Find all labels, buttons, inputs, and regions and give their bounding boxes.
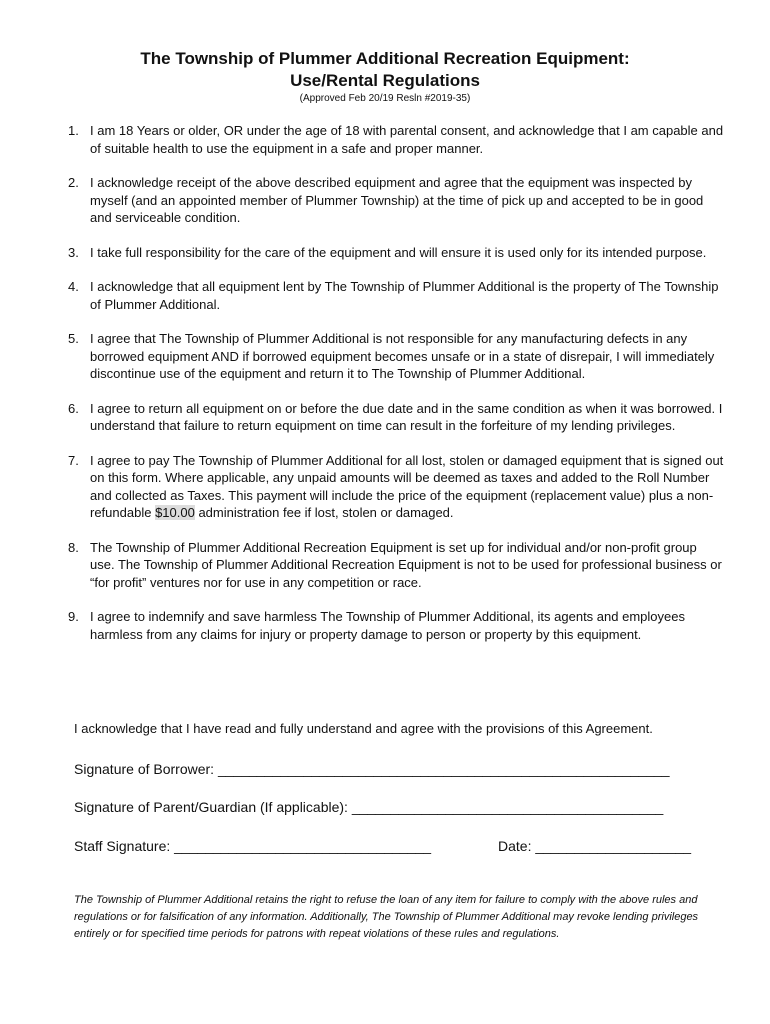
item-text: I agree to indemnify and save harmless The Township of Plummer Additional, its agents and employees harmless from any claims for injury or property damage to person or property by this equipment. xyxy=(90,609,685,642)
approval-note: (Approved Feb 20/19 Resln #2019-35) xyxy=(299,93,471,104)
highlighted-fee: $10.00 xyxy=(155,505,195,520)
item-number: 9. xyxy=(68,609,79,624)
item-number: 1. xyxy=(68,123,79,138)
item-text: I acknowledge receipt of the above described equipment and agree that the equipment was inspected by myself (and an appointed member of Plummer Township) at the time of pick up and accepted to be in good and serviceable condition. xyxy=(90,175,704,225)
parent-guardian-signature-line[interactable]: Signature of Parent/Guardian (If applicable): ________________________________________ xyxy=(74,799,664,815)
item-number: 5. xyxy=(68,331,79,346)
item-number: 4. xyxy=(68,279,79,294)
item-text: I am 18 Years or older, OR under the age of 18 with parental consent, and acknowledge that I am capable and of suitable health to use the equipment in a safe and proper manner. xyxy=(90,123,724,156)
item-text: I acknowledge that all equipment lent by The Township of Plummer Additional is the property of The Township of Plummer Additional. xyxy=(90,279,719,312)
regulation-item-7 xyxy=(64,452,724,522)
borrower-signature-line[interactable]: Signature of Borrower: __________________________________________________________ xyxy=(74,761,670,777)
item-text: I agree to return all equipment on or before the due date and in the same condition as when it was borrowed. I understand that failure to return equipment on time can result in the forfeiture of my lending privileges. xyxy=(90,400,723,433)
item-number: 7. xyxy=(68,452,79,468)
regulation-item-5 xyxy=(64,330,724,383)
regulation-item-3 xyxy=(64,244,724,262)
regulation-item-8 xyxy=(64,539,724,592)
date-line[interactable]: Date: ____________________ xyxy=(498,838,692,854)
staff-signature-line[interactable]: Staff Signature: _________________________________ xyxy=(74,838,432,854)
regulation-item-9 xyxy=(64,608,724,643)
item-number: 2. xyxy=(68,175,79,190)
footer-disclaimer: The Township of Plummer Additional retains the right to refuse the loan of any item for failure to comply with the above rules and regulations or for falsification of any information. Additionally, The Township of Plummer Additional may revoke lending privileges entirely or for specified time periods for patrons with repeat violations of these rules and regulations. xyxy=(74,894,699,940)
document-title-line2: Use/Rental Regulations xyxy=(290,71,480,90)
acknowledgement-text: I acknowledge that I have read and fully understand and agree with the provisions of this Agreement. xyxy=(74,721,653,736)
regulation-item-4 xyxy=(64,278,724,313)
regulation-item-6 xyxy=(64,400,724,435)
item-text-before: I agree to pay The Township of Plummer Additional for all lost, stolen or damaged equipment that is signed out on this form. Where applicable, any unpaid amounts will be deemed as taxes and added to the Roll Number and collected as Taxes. This payment will include the price of the equipment (replacement value) plus a non-refundable xyxy=(90,452,724,520)
item-number: 3. xyxy=(68,244,79,260)
item-number: 6. xyxy=(68,400,79,416)
regulation-item-1 xyxy=(64,122,724,157)
item-text: I agree that The Township of Plummer Additional is not responsible for any manufacturing defects in any borrowed equipment AND if borrowed equipment becomes unsafe or in a state of disrepair, I will immediately discontinue use of the equipment and return it to The Township of Plummer Additional. xyxy=(90,331,715,381)
document-title-line1: The Township of Plummer Additional Recreation Equipment: xyxy=(140,49,630,68)
item-text: I take full responsibility for the care of the equipment and will ensure it is used only for its intended purpose. xyxy=(90,244,707,260)
item-text-after: administration fee if lost, stolen or damaged. xyxy=(194,505,454,520)
regulations-list xyxy=(64,122,724,660)
regulation-item-2 xyxy=(64,174,724,227)
item-text: The Township of Plummer Additional Recreation Equipment is set up for individual and/or non-profit group use. The Township of Plummer Additional Recreation Equipment is not to be used for professional business or “for profit” ventures nor for use in any competition or race. xyxy=(90,539,722,590)
item-number: 8. xyxy=(68,539,79,555)
